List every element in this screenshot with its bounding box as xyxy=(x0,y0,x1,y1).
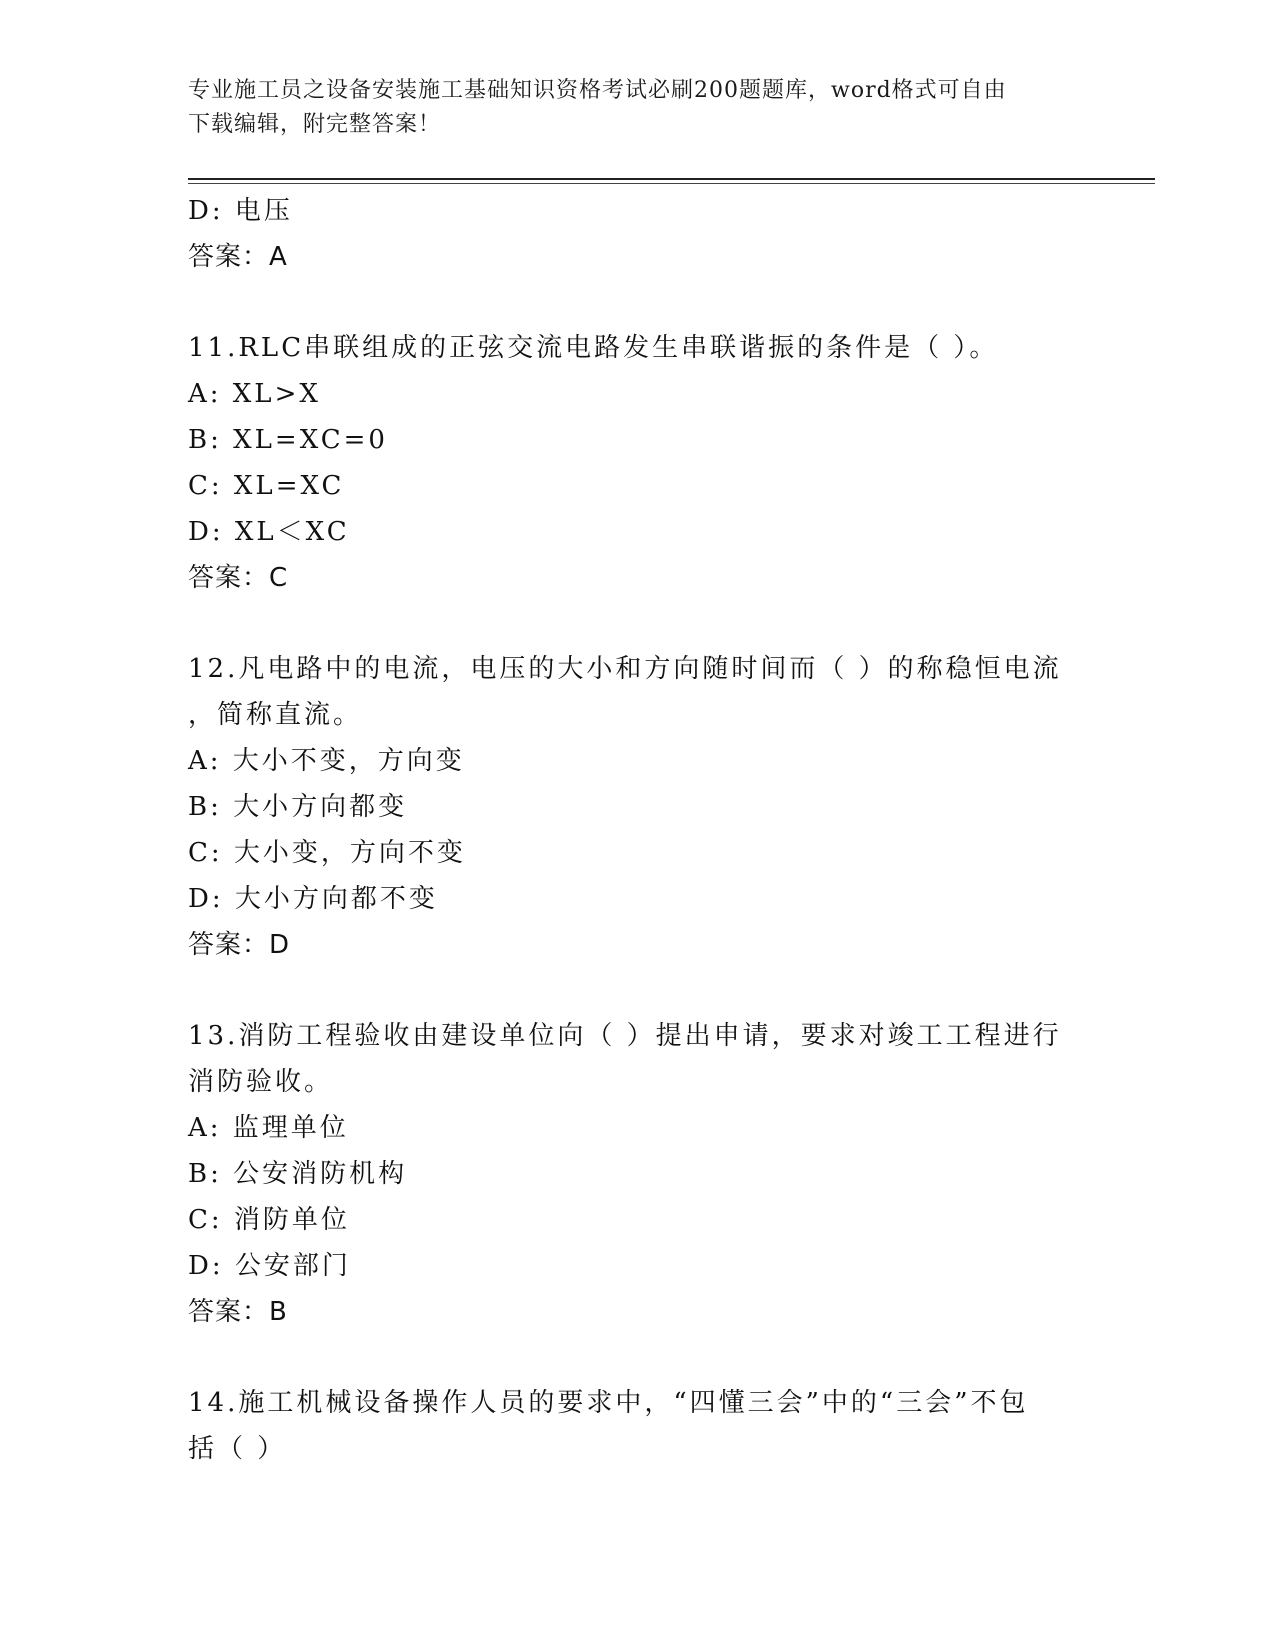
option-b: B: 大小方向都变 xyxy=(188,792,408,822)
question-14-stem: 14.施工机械设备操作人员的要求中，“四懂三会”中的“三会”不包 xyxy=(188,1388,1029,1418)
question-12-stem: 12.凡电路中的电流，电压的大小和方向随时间而（ ）的称稳恒电流 xyxy=(188,654,1062,684)
option-a: A: 大小不变，方向变 xyxy=(188,746,465,776)
option-b: B: XL=XC=0 xyxy=(188,425,388,455)
question-13-stem: 13.消防工程验收由建设单位向（ ）提出申请，要求对竣工工程进行 xyxy=(188,1021,1062,1051)
option-d: D: 公安部门 xyxy=(188,1251,351,1281)
question-content xyxy=(188,188,1088,1472)
option-c: C: 消防单位 xyxy=(188,1205,350,1235)
question-11-stem: 11.RLC串联组成的正弦交流电路发生串联谐振的条件是（ ）。 xyxy=(188,333,999,363)
option-b: B: 公安消防机构 xyxy=(188,1159,408,1189)
option-c: C: 大小变，方向不变 xyxy=(188,838,466,868)
question-14-stem-cont: 括（ ） xyxy=(188,1434,287,1464)
option-a: A: XL>X xyxy=(188,379,321,409)
option-a: A: 监理单位 xyxy=(188,1113,349,1143)
option-d: D: 电压 xyxy=(188,196,293,226)
header-line-1: 专业施工员之设备安装施工基础知识资格考试必刷200题题库，word格式可自由 xyxy=(188,78,1007,103)
header-divider-thin xyxy=(188,183,1155,184)
option-c: C: XL=XC xyxy=(188,471,345,501)
question-12-stem-cont: ，简称直流。 xyxy=(188,700,363,730)
header-divider-thick xyxy=(188,178,1155,180)
answer-line: 答案：D xyxy=(188,930,291,960)
answer-line: 答案：C xyxy=(188,563,289,593)
option-d: D: 大小方向都不变 xyxy=(188,884,438,914)
document-header xyxy=(188,74,1068,142)
question-13-stem-cont: 消防验收。 xyxy=(188,1067,334,1097)
answer-line: 答案：B xyxy=(188,1297,288,1327)
answer-line: 答案：A xyxy=(188,242,288,272)
option-d: D: XL＜XC xyxy=(188,517,350,547)
header-line-2: 下载编辑，附完整答案！ xyxy=(188,112,442,137)
